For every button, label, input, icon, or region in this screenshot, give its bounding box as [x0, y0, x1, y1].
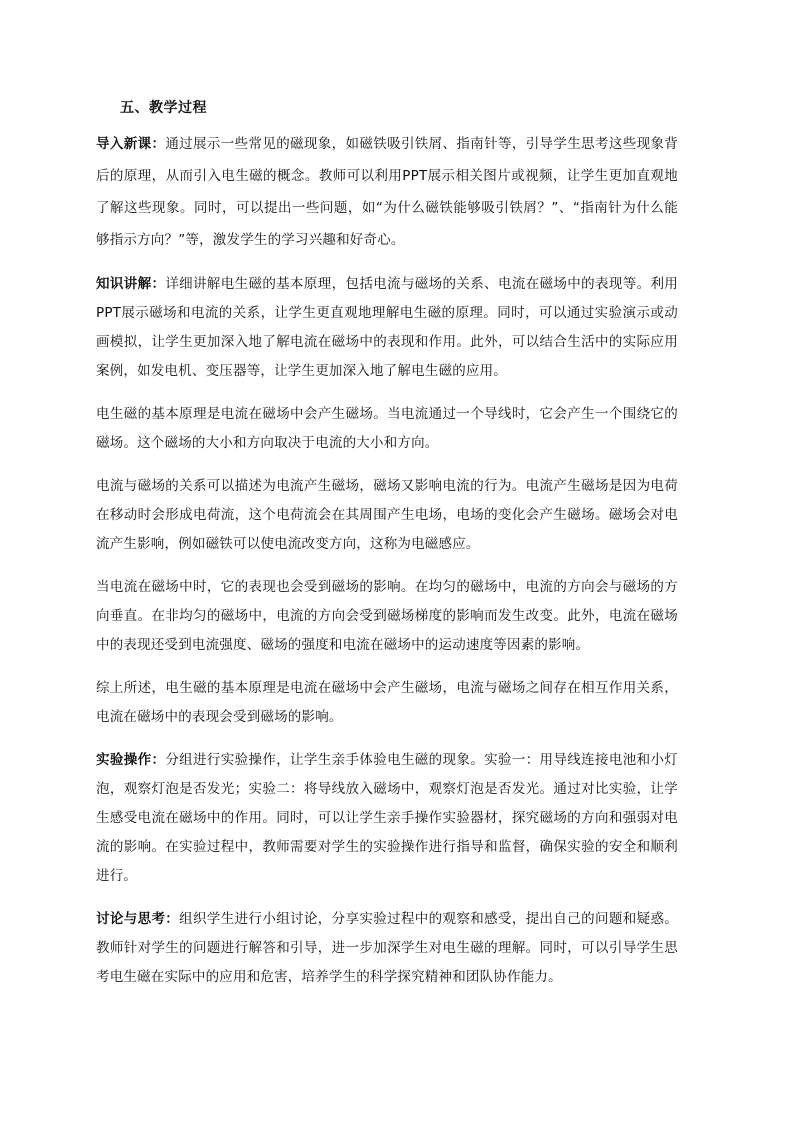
paragraph-text: 组织学生进行小组讨论，分享实验过程中的观察和感受，提出自己的问题和疑惑。教师针对学生的问题进行解答和引导，进一步加深学生对电生磁的理解。同时，可以引导学生思考电生磁在实际中的应用和危害，培养学生的科学探究精神和团队协作能力。 [96, 911, 678, 985]
paragraph-relation [96, 472, 678, 559]
paragraph-knowledge [96, 270, 678, 386]
paragraph-text: 当电流在磁场中时，它的表现也会受到磁场的影响。在均匀的磁场中，电流的方向会与磁场的方向垂直。在非均匀的磁场中，电流的方向会受到磁场梯度的影响而发生改变。此外，电流在磁场中的表现还受到电流强度、磁场的强度和电流在磁场中的运动速度等因素的影响。 [96, 579, 678, 653]
paragraph-label: 讨论与思考： [96, 911, 180, 927]
paragraph-summary [96, 674, 678, 732]
paragraph-text: 分组进行实验操作，让学生亲手体验电生磁的现象。实验一：用导线连接电池和小灯泡，观察灯泡是否发光；实验二：将导线放入磁场中，观察灯泡是否发光。通过对比实验，让学生感受电流在磁场中的作用。同时，可以让学生亲手操作实验器材，探究磁场的方向和强弱对电流的影响。在实验过程中，教师需要对学生的实验操作进行指导和监督，确保实验的安全和顺利进行。 [96, 752, 679, 884]
paragraph-intro [96, 128, 678, 256]
paragraph-experiment [96, 746, 678, 891]
paragraph-text: 电生磁的基本原理是电流在磁场中会产生磁场。当电流通过一个导线时，它会产生一个围绕它的磁场。这个磁场的大小和方向取决于电流的大小和方向。 [96, 406, 678, 451]
paragraph-discussion [96, 905, 678, 992]
paragraph-behavior [96, 573, 678, 660]
document-page [96, 98, 678, 1006]
paragraph-text: 电流与磁场的关系可以描述为电流产生磁场，磁场又影响电流的行为。电流产生磁场是因为电荷在移动时会形成电荷流，这个电荷流会在其周围产生电场，电场的变化会产生磁场。磁场会对电流产生影响，例如磁铁可以使电流改变方向，这称为电磁感应。 [96, 478, 678, 552]
paragraph-label: 实验操作： [96, 752, 166, 768]
paragraph-text: 综上所述，电生磁的基本原理是电流在磁场中会产生磁场，电流与磁场之间存在相互作用关系，电流在磁场中的表现会受到磁场的影响。 [96, 680, 678, 725]
paragraph-label: 导入新课： [96, 136, 166, 152]
paragraph-principle [96, 400, 678, 458]
paragraph-text: 详细讲解电生磁的基本原理，包括电流与磁场的关系、电流在磁场中的表现等。利用PPT展示磁场和电流的关系，让学生更直观地理解电生磁的原理。同时，可以通过实验演示或动画模拟，让学生更加深入地了解电流在磁场中的表现和作用。此外，可以结合生活中的实际应用案例，如发电机、变压器等，让学生更加深入地了解电生磁的应用。 [96, 276, 679, 379]
paragraph-text: 通过展示一些常见的磁现象，如磁铁吸引铁屑、指南针等，引导学生思考这些现象背后的原理，从而引入电生磁的概念。教师可以利用PPT展示相关图片或视频，让学生更加直观地了解这些现象。同时，可以提出一些问题，如“为什么磁铁能够吸引铁屑？”、“指南针为什么能够指示方向？”等，激发学生的学习兴趣和好奇心。 [96, 136, 679, 248]
section-heading: 五、教学过程 [120, 100, 207, 116]
paragraph-label: 知识讲解： [96, 276, 166, 292]
